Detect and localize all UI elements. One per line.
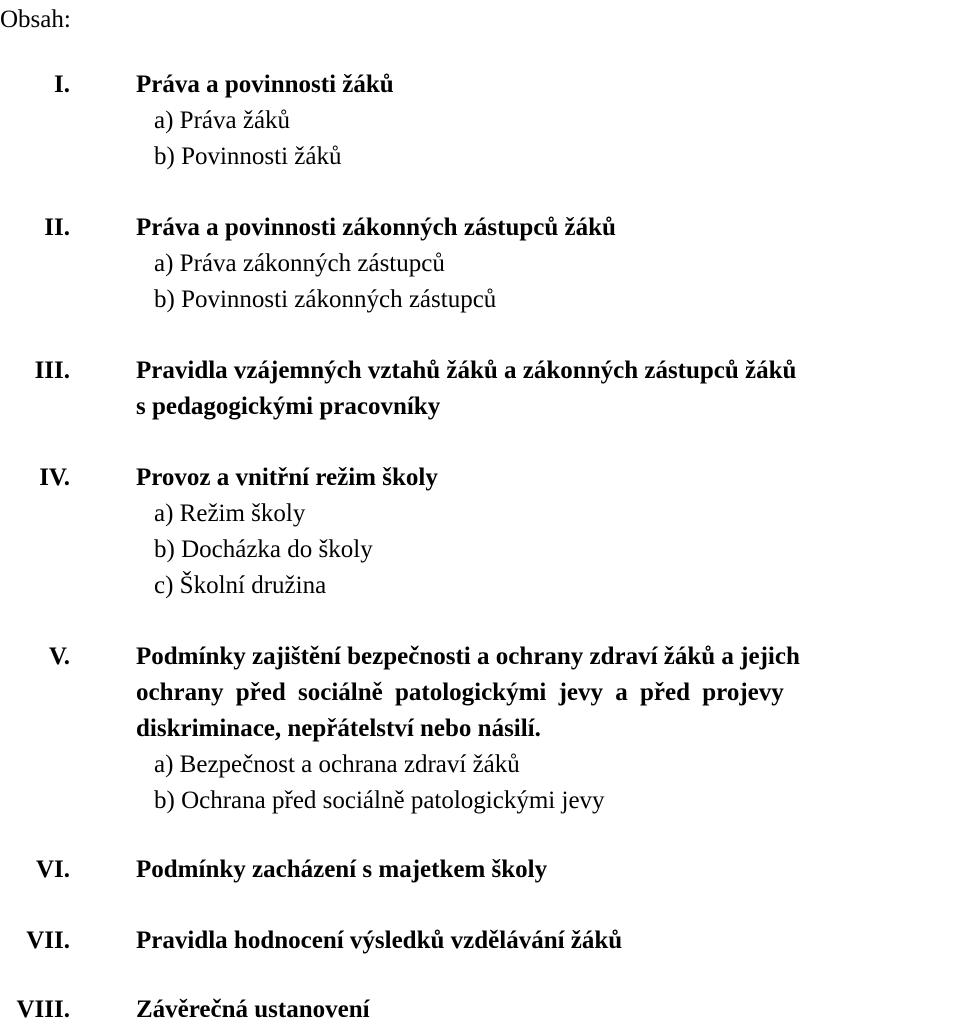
section-1-item-b: b) Povinnosti žáků [154,143,342,170]
section-4-item-c: c) Školní družina [154,572,327,599]
section-4-numeral: IV. [39,464,70,491]
section-4-heading: Provoz a vnitřní režim školy [136,464,438,491]
section-4-item-a: a) Režim školy [154,500,306,527]
section-5-item-b: b) Ochrana před sociálně patologickými jevy [154,787,605,814]
section-4-item-b: b) Docházka do školy [154,536,373,563]
section-3-numeral: III. [34,357,70,384]
section-5-numeral: V. [48,643,70,670]
section-2-item-b: b) Povinnosti zákonných zástupců [154,286,497,313]
section-7-heading: Pravidla hodnocení výsledků vzdělávání žáků [136,927,623,954]
section-1-item-a: a) Práva žáků [154,107,291,134]
section-3-heading-line-1: Pravidla vzájemných vztahů žáků a zákonných zástupců žáků [136,357,797,384]
section-8-heading: Závěrečná ustanovení [136,996,370,1023]
section-5-item-a: a) Bezpečnost a ochrana zdraví žáků [154,751,520,778]
section-7-numeral: VII. [26,927,70,954]
section-2-heading: Práva a povinnosti zákonných zástupců žáků [136,214,616,241]
section-8-numeral: VIII. [16,996,70,1023]
section-5-heading-line-2: ochrany před sociálně patologickými jevy a před projevy [136,679,784,706]
section-6-numeral: VI. [35,856,70,883]
section-3-heading-line-2: s pedagogickými pracovníky [136,393,441,420]
section-5-heading-line-1: Podmínky zajištění bezpečnosti a ochrany zdraví žáků a jejich [136,643,800,670]
section-2-item-a: a) Práva zákonných zástupců [154,250,445,277]
section-6-heading: Podmínky zacházení s majetkem školy [136,856,548,883]
section-2-numeral: II. [44,214,70,241]
section-5-heading-line-3: diskriminace, nepřátelství nebo násilí. [136,715,541,742]
section-1-heading: Práva a povinnosti žáků [136,71,394,98]
section-1-numeral: I. [54,71,70,98]
page-title: Obsah: [0,6,71,33]
